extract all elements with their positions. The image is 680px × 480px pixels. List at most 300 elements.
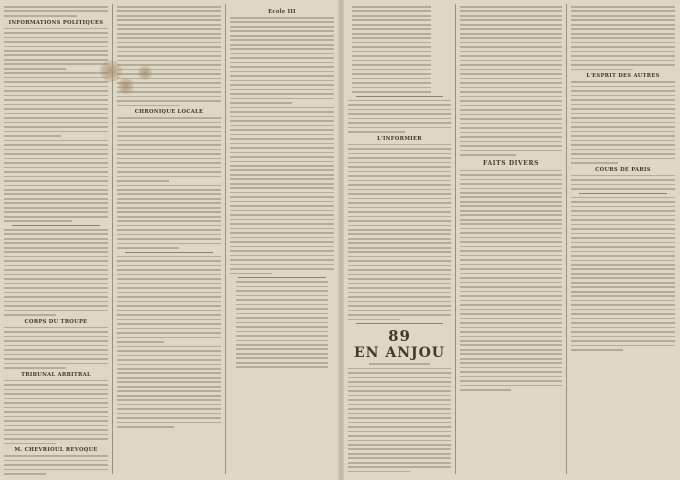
text-line bbox=[117, 78, 221, 80]
section-separator bbox=[125, 252, 213, 253]
text-line bbox=[4, 363, 108, 365]
heading-informier: L'INFORMIER bbox=[377, 135, 422, 142]
text-line bbox=[117, 180, 169, 182]
section-separator bbox=[238, 277, 326, 278]
text-line bbox=[352, 55, 431, 57]
text-line bbox=[460, 91, 562, 93]
text-line bbox=[117, 162, 221, 164]
text-line bbox=[230, 178, 334, 180]
text-line bbox=[348, 180, 451, 182]
text-line bbox=[230, 228, 334, 230]
text-line bbox=[4, 189, 108, 191]
text-line bbox=[117, 310, 221, 312]
text-line bbox=[4, 193, 108, 195]
column-rule bbox=[566, 4, 567, 474]
text-line bbox=[571, 86, 675, 88]
text-line bbox=[571, 90, 675, 92]
text-line bbox=[4, 238, 108, 240]
text-line bbox=[348, 233, 451, 235]
text-line bbox=[352, 10, 431, 12]
text-line bbox=[571, 228, 675, 230]
headline-89: 89 bbox=[388, 327, 411, 346]
text-line bbox=[236, 317, 328, 319]
text-line bbox=[230, 241, 334, 243]
text-line bbox=[117, 417, 221, 419]
text-line bbox=[117, 399, 221, 401]
text-line bbox=[230, 183, 334, 185]
text-line bbox=[460, 24, 562, 26]
text-line bbox=[460, 150, 562, 152]
text-line bbox=[117, 87, 221, 89]
text-line bbox=[4, 416, 108, 418]
text-line bbox=[230, 214, 334, 216]
text-line bbox=[230, 232, 334, 234]
text-line bbox=[4, 420, 108, 422]
text-line bbox=[117, 15, 221, 17]
text-line bbox=[571, 219, 675, 221]
text-line bbox=[348, 448, 451, 450]
text-line bbox=[352, 69, 431, 71]
text-line bbox=[460, 340, 562, 342]
text-line bbox=[4, 176, 108, 178]
text-line bbox=[348, 444, 451, 446]
text-line bbox=[348, 368, 451, 370]
text-line bbox=[117, 46, 221, 48]
text-line bbox=[4, 393, 108, 395]
text-line bbox=[230, 89, 334, 91]
text-line bbox=[352, 78, 431, 80]
text-line bbox=[4, 90, 108, 92]
text-line bbox=[352, 51, 431, 53]
text-line bbox=[4, 327, 108, 329]
text-line bbox=[4, 434, 108, 436]
column-rule bbox=[455, 4, 456, 474]
text-line bbox=[117, 359, 221, 361]
text-line bbox=[117, 381, 221, 383]
text-line bbox=[348, 122, 451, 124]
text-line bbox=[117, 37, 221, 39]
text-line bbox=[348, 310, 451, 312]
text-line bbox=[230, 156, 334, 158]
text-line bbox=[4, 122, 108, 124]
heading-faits-divers: FAITS DIVERS bbox=[482, 159, 539, 167]
text-line bbox=[230, 161, 334, 163]
column-rule bbox=[112, 4, 113, 474]
text-line bbox=[460, 241, 562, 243]
text-line bbox=[348, 435, 451, 437]
text-line bbox=[117, 328, 221, 330]
text-line bbox=[460, 192, 562, 194]
text-line bbox=[230, 125, 334, 127]
text-line bbox=[117, 372, 221, 374]
text-line bbox=[460, 371, 562, 373]
text-line bbox=[4, 50, 108, 52]
text-line bbox=[117, 60, 221, 62]
text-line bbox=[460, 188, 562, 190]
text-line bbox=[230, 152, 334, 154]
text-line bbox=[4, 367, 66, 369]
text-line bbox=[348, 260, 451, 262]
text-line bbox=[4, 460, 108, 462]
text-line bbox=[4, 108, 108, 110]
text-line bbox=[236, 353, 328, 355]
text-line bbox=[348, 256, 451, 258]
text-line bbox=[230, 48, 334, 50]
text-line bbox=[352, 24, 431, 26]
text-line bbox=[571, 318, 675, 320]
text-line bbox=[117, 189, 221, 191]
text-line bbox=[460, 214, 562, 216]
text-line bbox=[4, 185, 108, 187]
text-line bbox=[348, 104, 451, 106]
text-line bbox=[4, 46, 108, 48]
text-line bbox=[117, 207, 221, 209]
text-line bbox=[352, 46, 431, 48]
text-line bbox=[348, 109, 451, 111]
text-line bbox=[571, 349, 623, 351]
headline-en-anjou: EN ANJOU bbox=[353, 345, 446, 362]
text-line bbox=[460, 228, 562, 230]
text-line bbox=[4, 389, 108, 391]
text-line bbox=[460, 6, 562, 8]
text-line bbox=[460, 87, 562, 89]
text-line bbox=[460, 295, 562, 297]
text-line bbox=[230, 134, 334, 136]
text-line bbox=[236, 362, 328, 364]
text-line bbox=[348, 229, 451, 231]
text-line bbox=[348, 440, 451, 442]
text-line bbox=[348, 466, 451, 468]
text-line bbox=[460, 123, 562, 125]
text-line bbox=[348, 175, 451, 177]
text-line bbox=[348, 144, 451, 146]
text-line bbox=[117, 149, 221, 151]
text-line bbox=[460, 380, 562, 382]
text-line bbox=[348, 422, 451, 424]
text-line bbox=[4, 425, 108, 427]
text-line bbox=[4, 15, 77, 17]
text-line bbox=[230, 187, 334, 189]
text-line bbox=[4, 171, 108, 173]
text-line bbox=[571, 179, 675, 181]
text-block bbox=[348, 6, 451, 93]
text-line bbox=[117, 82, 221, 84]
text-block bbox=[348, 363, 451, 472]
text-line bbox=[460, 37, 562, 39]
text-line bbox=[460, 385, 562, 387]
text-line bbox=[460, 291, 562, 293]
text-line bbox=[4, 305, 108, 307]
text-line bbox=[348, 189, 451, 191]
text-line bbox=[236, 313, 328, 315]
text-line bbox=[571, 233, 675, 235]
text-line bbox=[4, 314, 56, 316]
text-line bbox=[348, 247, 451, 249]
text-line bbox=[348, 314, 451, 316]
text-line bbox=[571, 201, 675, 203]
text-line bbox=[460, 358, 562, 360]
text-line bbox=[571, 277, 675, 279]
text-line bbox=[230, 196, 334, 198]
text-line bbox=[460, 201, 562, 203]
heading-ecole: Ecole III bbox=[268, 9, 296, 15]
text-line bbox=[4, 131, 108, 133]
text-line bbox=[571, 64, 675, 66]
text-line bbox=[571, 69, 633, 71]
text-line bbox=[460, 210, 562, 212]
text-block bbox=[4, 327, 108, 369]
text-line bbox=[352, 15, 431, 17]
text-line bbox=[571, 6, 675, 8]
text-line bbox=[571, 340, 675, 342]
text-line bbox=[117, 10, 221, 12]
text-line bbox=[230, 143, 334, 145]
text-line bbox=[460, 205, 562, 207]
text-line bbox=[571, 15, 675, 17]
text-line bbox=[4, 301, 108, 303]
text-line bbox=[571, 291, 675, 293]
heading-chronique-locale: CHRONIQUE LOCALE bbox=[134, 109, 204, 116]
text-line bbox=[117, 390, 221, 392]
column-2 bbox=[117, 6, 221, 476]
text-line bbox=[460, 313, 562, 315]
text-line bbox=[571, 51, 675, 53]
text-line bbox=[460, 282, 562, 284]
text-line bbox=[4, 162, 108, 164]
text-line bbox=[236, 281, 328, 283]
text-line bbox=[348, 283, 451, 285]
text-line bbox=[4, 292, 108, 294]
text-line bbox=[571, 242, 675, 244]
text-line bbox=[4, 104, 108, 106]
text-line bbox=[348, 278, 451, 280]
text-line bbox=[571, 162, 618, 164]
text-line bbox=[348, 242, 451, 244]
text-line bbox=[4, 251, 108, 253]
text-line bbox=[4, 99, 108, 101]
text-line bbox=[4, 41, 108, 43]
text-line bbox=[348, 399, 451, 401]
text-line bbox=[117, 69, 221, 71]
column-6 bbox=[571, 6, 675, 476]
text-line bbox=[230, 21, 334, 23]
text-line bbox=[4, 10, 108, 12]
text-line bbox=[348, 131, 405, 133]
text-line bbox=[460, 183, 562, 185]
text-line bbox=[460, 309, 562, 311]
text-line bbox=[460, 277, 562, 279]
text-line bbox=[460, 300, 562, 302]
text-line bbox=[117, 6, 221, 8]
text-line bbox=[230, 66, 334, 68]
heading-informations-politiques: INFORMATIONS POLITIQUES bbox=[8, 19, 104, 26]
text-block bbox=[460, 170, 562, 391]
text-line bbox=[460, 170, 562, 172]
text-line bbox=[117, 386, 221, 388]
text-line bbox=[4, 32, 108, 34]
text-line bbox=[348, 157, 451, 159]
text-line bbox=[117, 211, 221, 213]
text-line bbox=[348, 413, 451, 415]
text-line bbox=[460, 145, 562, 147]
text-line bbox=[117, 176, 221, 178]
text-line bbox=[117, 55, 221, 57]
section-separator bbox=[356, 323, 443, 324]
text-line bbox=[117, 126, 221, 128]
text-line bbox=[460, 118, 562, 120]
text-line bbox=[460, 304, 562, 306]
text-line bbox=[230, 273, 272, 275]
text-line bbox=[571, 188, 675, 190]
text-line bbox=[4, 269, 108, 271]
text-line bbox=[4, 59, 108, 61]
text-line bbox=[236, 344, 328, 346]
text-line bbox=[230, 44, 334, 46]
section-separator bbox=[356, 96, 443, 97]
text-line bbox=[117, 422, 221, 424]
text-line bbox=[236, 335, 328, 337]
text-line bbox=[4, 229, 108, 231]
text-line bbox=[352, 33, 431, 35]
text-line bbox=[348, 118, 451, 120]
text-line bbox=[4, 86, 108, 88]
text-line bbox=[4, 126, 108, 128]
text-line bbox=[117, 144, 221, 146]
text-line bbox=[460, 10, 562, 12]
text-line bbox=[117, 51, 221, 53]
text-line bbox=[4, 233, 108, 235]
text-line bbox=[571, 295, 675, 297]
text-line bbox=[369, 363, 431, 365]
text-line bbox=[348, 148, 451, 150]
text-line bbox=[4, 144, 108, 146]
text-line bbox=[460, 223, 562, 225]
text-line bbox=[117, 274, 221, 276]
text-line bbox=[348, 207, 451, 209]
text-line bbox=[230, 62, 334, 64]
text-line bbox=[4, 198, 108, 200]
text-line bbox=[348, 184, 451, 186]
text-line bbox=[117, 96, 221, 98]
text-block bbox=[4, 380, 108, 444]
text-block bbox=[571, 197, 675, 351]
text-line bbox=[571, 210, 675, 212]
text-line bbox=[230, 219, 334, 221]
column-5 bbox=[460, 6, 562, 476]
text-line bbox=[117, 283, 221, 285]
text-line bbox=[4, 113, 108, 115]
text-block bbox=[4, 229, 108, 316]
text-line bbox=[348, 220, 451, 222]
text-line bbox=[571, 19, 675, 21]
text-line bbox=[571, 309, 675, 311]
text-line bbox=[4, 331, 108, 333]
text-line bbox=[460, 109, 562, 111]
text-line bbox=[352, 73, 431, 75]
text-line bbox=[236, 295, 328, 297]
heading-corps-du-troupe: CORPS DU TROUPE bbox=[24, 318, 88, 325]
text-line bbox=[4, 117, 108, 119]
text-line bbox=[352, 19, 431, 21]
text-line bbox=[117, 395, 221, 397]
text-line bbox=[460, 19, 562, 21]
text-line bbox=[571, 81, 675, 83]
text-line bbox=[4, 28, 108, 30]
text-line bbox=[236, 304, 328, 306]
text-line bbox=[460, 78, 562, 80]
text-line bbox=[230, 138, 334, 140]
text-line bbox=[352, 37, 431, 39]
text-line bbox=[571, 184, 675, 186]
text-line bbox=[352, 82, 431, 84]
text-line bbox=[571, 246, 675, 248]
text-line bbox=[571, 37, 675, 39]
text-line bbox=[571, 135, 675, 137]
heading-chevrioul-revoque: M. CHEVRIOUL REVOQUE bbox=[14, 447, 98, 454]
text-line bbox=[117, 314, 221, 316]
text-line bbox=[4, 310, 108, 312]
text-line bbox=[4, 63, 108, 65]
text-line bbox=[117, 122, 221, 124]
text-line bbox=[571, 300, 675, 302]
text-line bbox=[460, 362, 562, 364]
text-line bbox=[230, 120, 334, 122]
text-line bbox=[117, 377, 221, 379]
text-line bbox=[4, 167, 108, 169]
text-line bbox=[117, 296, 221, 298]
text-line bbox=[117, 364, 221, 366]
text-line bbox=[571, 197, 675, 199]
text-line bbox=[117, 337, 221, 339]
text-line bbox=[460, 353, 562, 355]
text-line bbox=[348, 216, 451, 218]
text-block bbox=[571, 6, 675, 70]
text-line bbox=[571, 327, 675, 329]
text-line bbox=[4, 443, 56, 445]
text-line bbox=[571, 264, 675, 266]
text-line bbox=[460, 246, 562, 248]
text-line bbox=[348, 305, 451, 307]
text-line bbox=[230, 210, 334, 212]
text-line bbox=[230, 53, 334, 55]
text-line bbox=[571, 224, 675, 226]
text-line bbox=[571, 273, 675, 275]
text-line bbox=[117, 305, 221, 307]
text-line bbox=[348, 453, 451, 455]
text-line bbox=[348, 426, 451, 428]
text-line bbox=[348, 113, 451, 115]
text-line bbox=[4, 95, 108, 97]
text-line bbox=[4, 68, 66, 70]
text-line bbox=[348, 162, 451, 164]
text-line bbox=[352, 64, 431, 66]
text-block bbox=[117, 6, 221, 106]
text-line bbox=[4, 402, 108, 404]
text-line bbox=[117, 33, 221, 35]
text-line bbox=[230, 205, 334, 207]
text-line bbox=[117, 243, 221, 245]
text-line bbox=[571, 331, 675, 333]
heading-cours-de-paris: COURS DE PARIS bbox=[595, 166, 651, 173]
text-line bbox=[348, 153, 451, 155]
text-line bbox=[352, 91, 431, 93]
text-line bbox=[117, 167, 221, 169]
section-separator bbox=[579, 193, 667, 194]
text-line bbox=[4, 358, 108, 360]
text-line bbox=[4, 140, 108, 142]
column-3 bbox=[230, 6, 334, 476]
text-line bbox=[571, 99, 675, 101]
